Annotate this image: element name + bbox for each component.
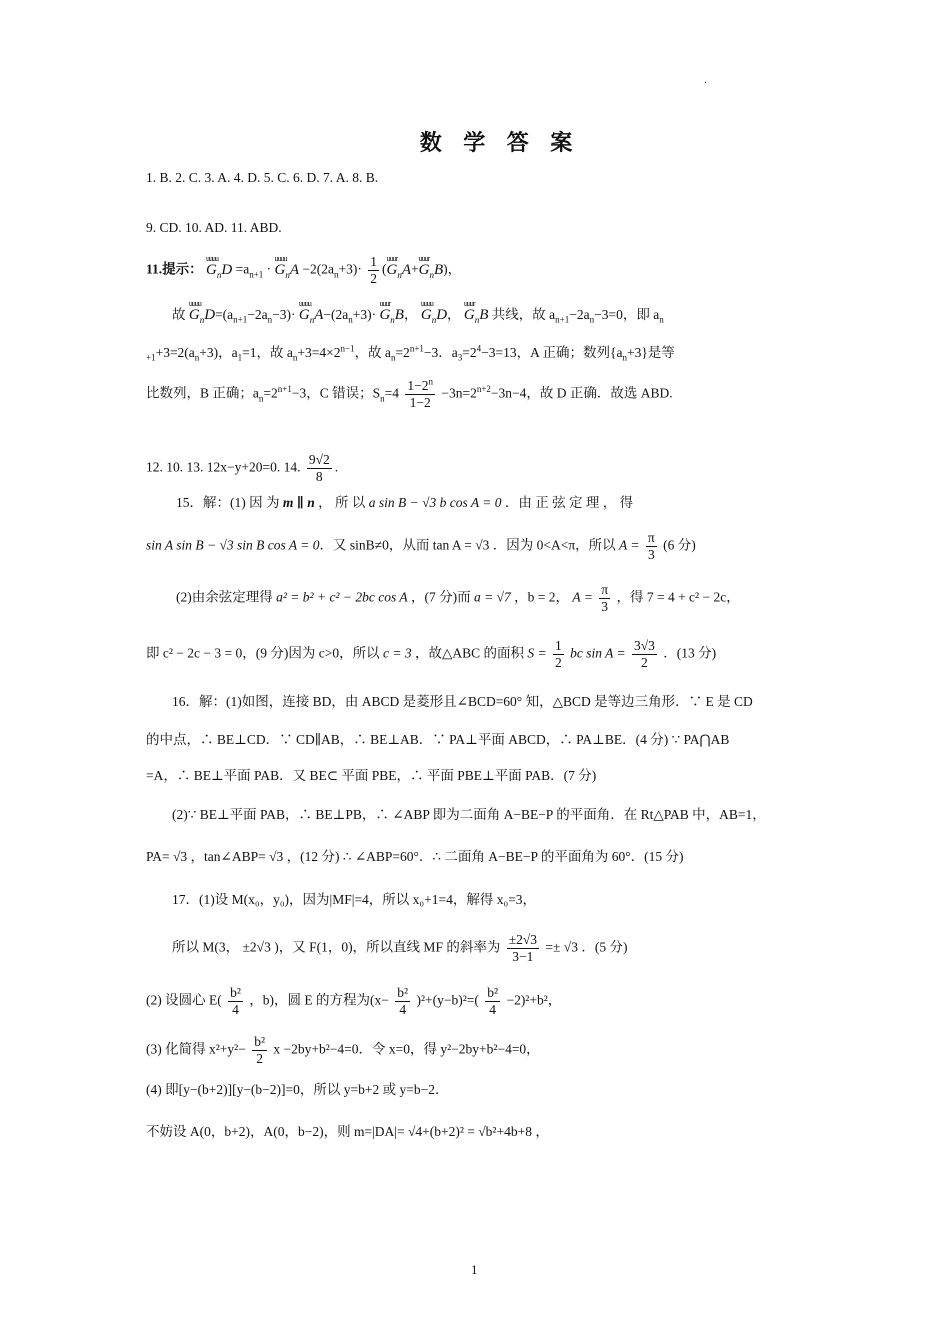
- q14-fraction: $\frac{9√2}{8}$: [308, 452, 330, 484]
- q15-line-3: (2)由余弦定理得 a² = b² + c² − 2bc cos A ，(7 分)而 a = √7 ，b = 2， A = $\frac{\pi}{3}$ ，得 7 = 4 + c² − 2c，: [176, 582, 740, 614]
- q17-line-4: (3) 化简得 x²+y²− $\frac{\text{b²}}{2}$ x −2by+b²−4=0．令 x=0，得 y²−2by+b²−4=0，: [146, 1034, 540, 1066]
- q11-sum-fraction: $\frac{1-2^n}{1-2}$: [407, 376, 433, 410]
- q15-line-2: sin A sin B − √3 sin B cos A = 0．又 sinB≠0，从而 tan A = √3 ．因为 0<A<π，所以 A = $\frac{\pi}{3}$ (6 分): [146, 530, 696, 562]
- page-number: 1: [471, 1262, 478, 1277]
- q11-line-3: $_{+1}+3=2(a_n+3)$，$a_1=1$，故 $a_n+3=4\times 2^{n-1}$，故 $a_n=2^{n+1}-3$．$a_3=2^4-3=13$，A 正确；数列$\{a_n+3\}$是等: [146, 343, 675, 363]
- q11-line-4: 比数列，B 正确；$a_n=2^{n+1}-3$，C 错误；$S_n=4$ $\frac{1-2^n}{1-2}$ $-3n=2^{n+2}-3n-4$，故 D 正确．故选 ABD.: [146, 376, 673, 410]
- q16-line-1: 16．解：(1)如图，连接 BD，由 ABCD 是菱形且∠BCD=60° 知，△BCD 是等边三角形．∵ E 是 CD: [172, 694, 753, 709]
- q11-line-2: 故 uuuu $G_nD=(a_{n+1}-2a_n-3)\cdot$ uuuu $G_nA-(2a_n+3)\cdot$ uuur $G_nB$， uuuu $G_nD$， uuur $G_nB$ 共线，故 $a_{n+1}-2a_n-3=0$，即 $a_n$: [172, 305, 664, 325]
- top-dot: .: [704, 72, 707, 86]
- vector-gna: uuuu $G_nA$: [275, 260, 300, 280]
- answers-line-1: 1. B. 2. C. 3. A. 4. D. 5. C. 6. D. 7. A. 8. B.: [146, 170, 379, 185]
- q16-line-4: (2)∵ BE⊥平面 PAB，∴ BE⊥PB，∴ ∠ABP 即为二面角 A−BE−P 的平面角．在 Rt△PAB 中，AB=1，: [172, 807, 766, 822]
- page-title: 数 学 答 案: [419, 130, 581, 155]
- q11-half-fraction: $\frac{1}{2}$: [370, 254, 377, 286]
- q17-line-2: 所以 M(3， ±2√3 )，又 F(1，0)，所以直线 MF 的斜率为 $\frac{\pm 2√3}{3-1}$ =± √3 ．(5 分): [172, 932, 628, 964]
- answers-line-2: 9. CD. 10. AD. 11. ABD.: [146, 220, 282, 235]
- q15-line-1: 15．解：(1) 因 为 m ∥ n ， 所 以 a sin B − √3 b cos A = 0 ．由 正 弦 定 理 ， 得: [176, 495, 634, 510]
- q17-line-6: 不妨设 A(0，b+2)，A(0，b−2)，则 m=|DA|= √4+(b+2)² = √b²+4b+8 ，: [146, 1124, 549, 1139]
- q17-line-3: (2) 设圆心 E( $\frac{\text{b²}}{4}$ ，b)，圆 E 的方程为(x− $\frac{\text{b²}}{4}$ )²+(y−b)²=( $\frac{\text{b²}}{4}$ −2)²+b²，: [146, 985, 562, 1017]
- q16-line-5: PA= √3 ，tan∠ABP= √3 ，(12 分) ∴ ∠ABP=60°．∴ 二面角 A−BE−P 的平面角为 60°．(15 分): [146, 849, 684, 864]
- q11-hint-label: 11.提示：: [146, 261, 203, 277]
- vector-gnd: uuuu $G_nD$: [206, 260, 232, 280]
- q16-line-2: 的中点，∴ BE⊥CD．∵ CD∥AB，∴ BE⊥AB．∵ PA⊥平面 ABCD，∴ PA⊥BE．(4 分) ∵ PA⋂AB: [146, 732, 730, 747]
- q16-line-3: =A，∴ BE⊥平面 PAB．又 BE⊂ 平面 PBE，∴ 平面 PBE⊥平面 PAB．(7 分): [146, 768, 597, 783]
- q17-line-1: 17．(1)设 M(x₀，y₀)，因为|MF|=4，所以 x₀+1=4，解得 x₀=3，: [172, 892, 537, 907]
- q15-line-4: 即 c² − 2c − 3 = 0，(9 分)因为 c>0，所以 c = 3 ，故△ABC 的面积 S = $\frac{1}{2}$ bc sin A = $\frac{3√3}{2}$ ．(13 分): [146, 638, 717, 670]
- q17-line-5: (4) 即[y−(b+2)][y−(b−2)]=0，所以 y=b+2 或 y=b−2．: [146, 1082, 449, 1097]
- q12-14-line: 12. 10. 13. 12x−y+20=0. 14. $\frac{9√2}{8}$ .: [146, 452, 339, 484]
- q11-line-1: 11.提示： uuuu $G_nD =a_{n+1}$ · uuuu $G_nA -2(2a_n+3)\cdot$ $\frac{1}{2}$ (uuur $G_nA+uuur$ $G_nB$)，: [146, 254, 461, 287]
